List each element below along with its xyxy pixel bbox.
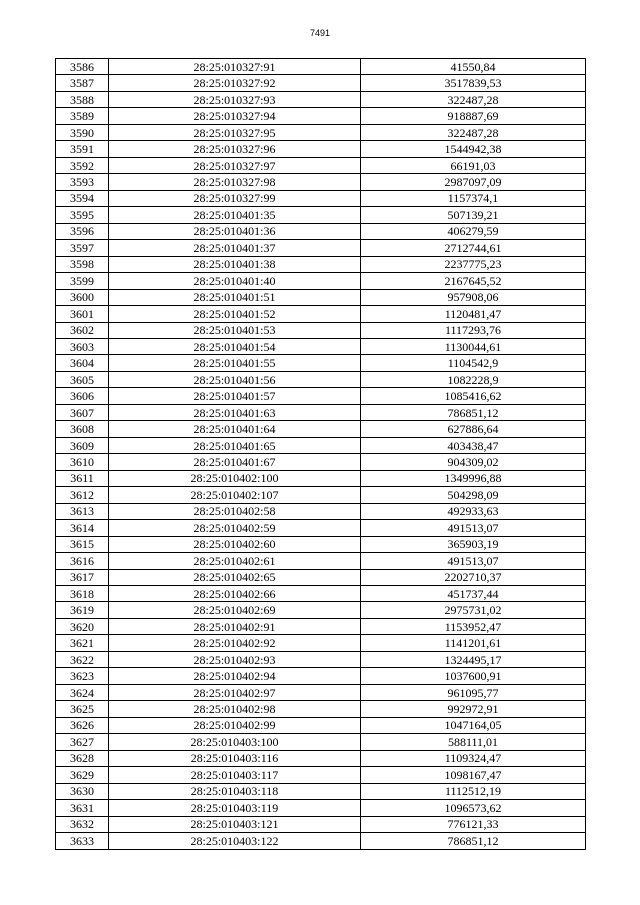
cadastral-value-table: [55, 58, 586, 850]
row-number-cell: 3600: [56, 289, 109, 305]
cadastral-value-cell: 322487,28: [361, 124, 586, 140]
cadastral-value-cell: 1153952,47: [361, 618, 586, 634]
table-row: [56, 536, 586, 552]
row-number-cell: 3625: [56, 701, 109, 717]
cadastral-number-cell: 28:25:010401:63: [109, 404, 361, 420]
cadastral-number-cell: 28:25:010402:93: [109, 651, 361, 667]
table-body: [56, 59, 586, 850]
row-number-cell: 3607: [56, 404, 109, 420]
cadastral-number-cell: 28:25:010402:97: [109, 684, 361, 700]
table-row: [56, 437, 586, 453]
cadastral-number-cell: 28:25:010402:69: [109, 602, 361, 618]
row-number-cell: 3613: [56, 503, 109, 519]
row-number-cell: 3617: [56, 569, 109, 585]
cadastral-value-cell: 491513,07: [361, 553, 586, 569]
row-number-cell: 3621: [56, 635, 109, 651]
table-row: [56, 322, 586, 338]
cadastral-value-cell: 66191,03: [361, 157, 586, 173]
table-row: [56, 520, 586, 536]
row-number-cell: 3615: [56, 536, 109, 552]
row-number-cell: 3624: [56, 684, 109, 700]
row-number-cell: 3604: [56, 355, 109, 371]
cadastral-value-cell: 322487,28: [361, 91, 586, 107]
cadastral-value-cell: 1085416,62: [361, 388, 586, 404]
cadastral-value-cell: 904309,02: [361, 454, 586, 470]
cadastral-number-cell: 28:25:010327:98: [109, 174, 361, 190]
cadastral-number-cell: 28:25:010401:64: [109, 421, 361, 437]
cadastral-number-cell: 28:25:010402:66: [109, 586, 361, 602]
table-row: [56, 355, 586, 371]
cadastral-number-cell: 28:25:010327:92: [109, 75, 361, 91]
table-row: [56, 388, 586, 404]
row-number-cell: 3590: [56, 124, 109, 140]
cadastral-value-cell: 786851,12: [361, 404, 586, 420]
row-number-cell: 3620: [56, 618, 109, 634]
row-number-cell: 3595: [56, 207, 109, 223]
cadastral-number-cell: 28:25:010401:57: [109, 388, 361, 404]
cadastral-value-cell: 957908,06: [361, 289, 586, 305]
row-number-cell: 3623: [56, 668, 109, 684]
row-number-cell: 3619: [56, 602, 109, 618]
cadastral-value-cell: 491513,07: [361, 520, 586, 536]
row-number-cell: 3599: [56, 273, 109, 289]
row-number-cell: 3589: [56, 108, 109, 124]
cadastral-value-cell: 365903,19: [361, 536, 586, 552]
cadastral-number-cell: 28:25:010402:61: [109, 553, 361, 569]
table-row: [56, 783, 586, 799]
cadastral-number-cell: 28:25:010402:92: [109, 635, 361, 651]
table-row: [56, 157, 586, 173]
table-row: [56, 800, 586, 816]
row-number-cell: 3601: [56, 306, 109, 322]
cadastral-value-cell: 1047164,05: [361, 717, 586, 733]
row-number-cell: 3596: [56, 223, 109, 239]
cadastral-number-cell: 28:25:010403:122: [109, 833, 361, 849]
row-number-cell: 3593: [56, 174, 109, 190]
table-row: [56, 833, 586, 849]
table-row: [56, 503, 586, 519]
table-row: [56, 487, 586, 503]
cadastral-number-cell: 28:25:010402:107: [109, 487, 361, 503]
row-number-cell: 3588: [56, 91, 109, 107]
cadastral-number-cell: 28:25:010327:99: [109, 190, 361, 206]
cadastral-value-cell: 627886,64: [361, 421, 586, 437]
table-row: [56, 734, 586, 750]
row-number-cell: 3587: [56, 75, 109, 91]
table-row: [56, 289, 586, 305]
cadastral-value-cell: 1117293,76: [361, 322, 586, 338]
row-number-cell: 3586: [56, 59, 109, 75]
cadastral-value-cell: 918887,69: [361, 108, 586, 124]
row-number-cell: 3622: [56, 651, 109, 667]
table-row: [56, 141, 586, 157]
cadastral-number-cell: 28:25:010401:35: [109, 207, 361, 223]
cadastral-number-cell: 28:25:010401:53: [109, 322, 361, 338]
row-number-cell: 3629: [56, 767, 109, 783]
cadastral-value-cell: 2237775,23: [361, 256, 586, 272]
cadastral-value-cell: 1037600,91: [361, 668, 586, 684]
row-number-cell: 3633: [56, 833, 109, 849]
cadastral-value-cell: 1120481,47: [361, 306, 586, 322]
row-number-cell: 3592: [56, 157, 109, 173]
table-row: [56, 767, 586, 783]
cadastral-value-cell: 1141201,61: [361, 635, 586, 651]
page-number: 7491: [309, 28, 331, 38]
cadastral-number-cell: 28:25:010401:40: [109, 273, 361, 289]
row-number-cell: 3608: [56, 421, 109, 437]
cadastral-value-cell: 507139,21: [361, 207, 586, 223]
cadastral-value-cell: 1082228,9: [361, 371, 586, 387]
cadastral-number-cell: 28:25:010402:91: [109, 618, 361, 634]
cadastral-number-cell: 28:25:010402:59: [109, 520, 361, 536]
cadastral-value-cell: 41550,84: [361, 59, 586, 75]
table-row: [56, 190, 586, 206]
table-row: [56, 108, 586, 124]
cadastral-number-cell: 28:25:010402:60: [109, 536, 361, 552]
table-row: [56, 256, 586, 272]
cadastral-number-cell: 28:25:010327:97: [109, 157, 361, 173]
cadastral-value-cell: 2975731,02: [361, 602, 586, 618]
cadastral-value-cell: 992972,91: [361, 701, 586, 717]
cadastral-number-cell: 28:25:010403:116: [109, 750, 361, 766]
row-number-cell: 3630: [56, 783, 109, 799]
cadastral-number-cell: 28:25:010401:56: [109, 371, 361, 387]
table-row: [56, 717, 586, 733]
cadastral-value-cell: 1544942,38: [361, 141, 586, 157]
cadastral-value-cell: 451737,44: [361, 586, 586, 602]
row-number-cell: 3631: [56, 800, 109, 816]
cadastral-value-cell: 504298,09: [361, 487, 586, 503]
cadastral-number-cell: 28:25:010402:65: [109, 569, 361, 585]
table-row: [56, 207, 586, 223]
cadastral-value-cell: 786851,12: [361, 833, 586, 849]
table-row: [56, 750, 586, 766]
table-row: [56, 124, 586, 140]
row-number-cell: 3616: [56, 553, 109, 569]
cadastral-value-cell: 1096573,62: [361, 800, 586, 816]
cadastral-value-cell: 776121,33: [361, 816, 586, 832]
table-row: [56, 371, 586, 387]
cadastral-number-cell: 28:25:010401:54: [109, 338, 361, 354]
cadastral-number-cell: 28:25:010401:67: [109, 454, 361, 470]
cadastral-value-cell: 2202710,37: [361, 569, 586, 585]
table-row: [56, 223, 586, 239]
cadastral-number-cell: 28:25:010403:100: [109, 734, 361, 750]
cadastral-number-cell: 28:25:010401:51: [109, 289, 361, 305]
cadastral-value-cell: 1349996,88: [361, 470, 586, 486]
cadastral-value-cell: 3517839,53: [361, 75, 586, 91]
cadastral-number-cell: 28:25:010402:98: [109, 701, 361, 717]
cadastral-value-cell: 2167645,52: [361, 273, 586, 289]
row-number-cell: 3628: [56, 750, 109, 766]
cadastral-number-cell: 28:25:010402:99: [109, 717, 361, 733]
cadastral-number-cell: 28:25:010401:37: [109, 240, 361, 256]
row-number-cell: 3594: [56, 190, 109, 206]
cadastral-number-cell: 28:25:010402:94: [109, 668, 361, 684]
row-number-cell: 3609: [56, 437, 109, 453]
cadastral-value-cell: 406279,59: [361, 223, 586, 239]
table-row: [56, 75, 586, 91]
row-number-cell: 3614: [56, 520, 109, 536]
cadastral-value-cell: 1109324,47: [361, 750, 586, 766]
table-row: [56, 306, 586, 322]
table-row: [56, 59, 586, 75]
row-number-cell: 3598: [56, 256, 109, 272]
table-row: [56, 684, 586, 700]
cadastral-value-cell: 1157374,1: [361, 190, 586, 206]
cadastral-number-cell: 28:25:010327:91: [109, 59, 361, 75]
table-row: [56, 816, 586, 832]
cadastral-number-cell: 28:25:010401:52: [109, 306, 361, 322]
cadastral-value-cell: 2712744,61: [361, 240, 586, 256]
table-row: [56, 635, 586, 651]
cadastral-number-cell: 28:25:010401:36: [109, 223, 361, 239]
table-row: [56, 454, 586, 470]
row-number-cell: 3626: [56, 717, 109, 733]
cadastral-number-cell: 28:25:010402:58: [109, 503, 361, 519]
table-row: [56, 618, 586, 634]
cadastral-value-cell: 588111,01: [361, 734, 586, 750]
cadastral-number-cell: 28:25:010402:100: [109, 470, 361, 486]
cadastral-number-cell: 28:25:010403:118: [109, 783, 361, 799]
table-row: [56, 240, 586, 256]
row-number-cell: 3627: [56, 734, 109, 750]
table-row: [56, 701, 586, 717]
cadastral-number-cell: 28:25:010403:119: [109, 800, 361, 816]
cadastral-value-cell: 1098167,47: [361, 767, 586, 783]
cadastral-value-cell: 1130044,61: [361, 338, 586, 354]
cadastral-number-cell: 28:25:010403:117: [109, 767, 361, 783]
table-row: [56, 404, 586, 420]
row-number-cell: 3632: [56, 816, 109, 832]
table-row: [56, 91, 586, 107]
table-row: [56, 668, 586, 684]
cadastral-number-cell: 28:25:010327:94: [109, 108, 361, 124]
cadastral-number-cell: 28:25:010403:121: [109, 816, 361, 832]
row-number-cell: 3591: [56, 141, 109, 157]
row-number-cell: 3605: [56, 371, 109, 387]
table-row: [56, 421, 586, 437]
cadastral-value-cell: 1112512,19: [361, 783, 586, 799]
row-number-cell: 3606: [56, 388, 109, 404]
row-number-cell: 3597: [56, 240, 109, 256]
cadastral-number-cell: 28:25:010327:96: [109, 141, 361, 157]
cadastral-value-cell: 492933,63: [361, 503, 586, 519]
table-row: [56, 586, 586, 602]
table-row: [56, 338, 586, 354]
cadastral-number-cell: 28:25:010327:95: [109, 124, 361, 140]
table-row: [56, 651, 586, 667]
cadastral-value-cell: 1104542,9: [361, 355, 586, 371]
row-number-cell: 3610: [56, 454, 109, 470]
row-number-cell: 3618: [56, 586, 109, 602]
table-row: [56, 553, 586, 569]
cadastral-value-cell: 961095,77: [361, 684, 586, 700]
table-row: [56, 174, 586, 190]
table-row: [56, 602, 586, 618]
cadastral-value-cell: 1324495,17: [361, 651, 586, 667]
row-number-cell: 3612: [56, 487, 109, 503]
cadastral-number-cell: 28:25:010401:65: [109, 437, 361, 453]
table-row: [56, 470, 586, 486]
cadastral-number-cell: 28:25:010401:38: [109, 256, 361, 272]
table-row: [56, 273, 586, 289]
cadastral-number-cell: 28:25:010327:93: [109, 91, 361, 107]
cadastral-number-cell: 28:25:010401:55: [109, 355, 361, 371]
cadastral-value-cell: 2987097,09: [361, 174, 586, 190]
table-row: [56, 569, 586, 585]
row-number-cell: 3611: [56, 470, 109, 486]
row-number-cell: 3603: [56, 338, 109, 354]
cadastral-value-cell: 403438,47: [361, 437, 586, 453]
row-number-cell: 3602: [56, 322, 109, 338]
